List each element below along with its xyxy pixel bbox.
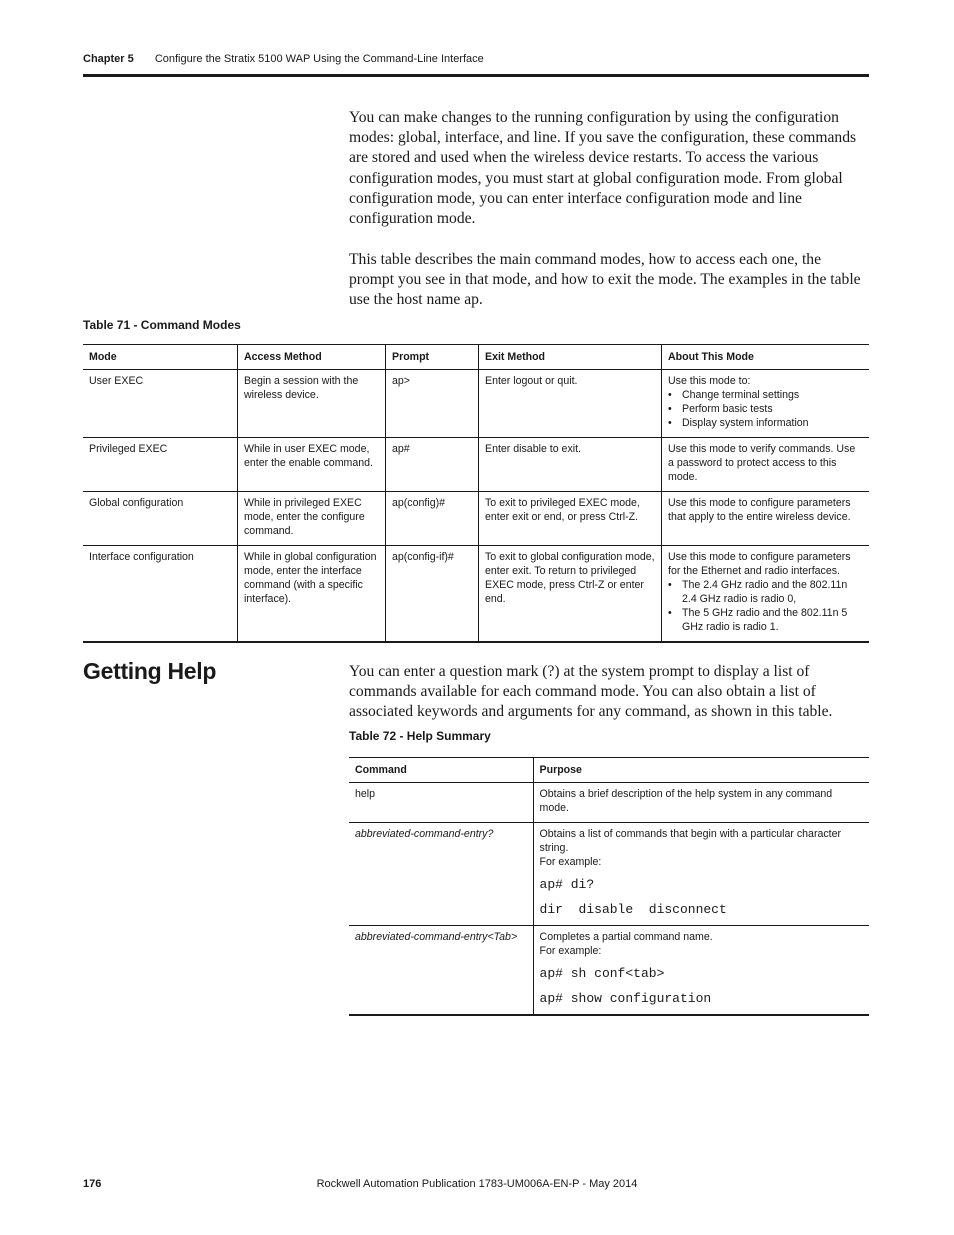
list-item: • Display system information (668, 416, 863, 430)
code-example: ap# di? (539, 877, 595, 892)
cell-about: Use this mode to verify commands. Use a password to protect access to this mode. (662, 438, 870, 492)
help-summary-table (349, 757, 869, 1016)
column-header-exit-method: Exit Method (479, 345, 662, 370)
about-bullet-list (668, 388, 863, 430)
cell-prompt: ap(config-if)# (386, 546, 479, 643)
intro-paragraph-1: You can make changes to the running configuration by using the configuration modes: global, interface, and line. If you save the configuration, these commands are stored and used when the wireless device restarts. To access the various configuration modes, you must start at global configuration mode. From global configuration mode, you can enter interface configuration mode and line configuration mode. (349, 109, 857, 228)
publication-info: Rockwell Automation Publication 1783-UM006A-EN-P - May 2014 (316, 1178, 638, 1190)
table-row (349, 823, 869, 926)
example-label: For example: (539, 856, 602, 868)
table-header-row (83, 345, 869, 370)
cell-command: abbreviated-command-entry? (349, 823, 533, 926)
cell-exit: Enter disable to exit. (479, 438, 662, 492)
cell-prompt: ap(config)# (386, 492, 479, 546)
table-row (349, 926, 869, 1016)
cell-access: While in global configuration mode, enter the interface command (with a specific interface). (238, 546, 386, 643)
cell-exit: To exit to privileged EXEC mode, enter exit or end, or press Ctrl-Z. (479, 492, 662, 546)
section-heading-getting-help: Getting Help (83, 658, 217, 684)
cell-exit: To exit to global configuration mode, enter exit. To return to privileged EXEC mode, press Ctrl-Z or enter end. (479, 546, 662, 643)
column-header-purpose: Purpose (533, 758, 869, 783)
cell-access: While in privileged EXEC mode, enter the configure command. (238, 492, 386, 546)
cell-prompt: ap> (386, 370, 479, 438)
list-item: • The 2.4 GHz radio and the 802.11n 2.4 GHz radio is radio 0, (668, 578, 863, 606)
column-header-prompt: Prompt (386, 345, 479, 370)
code-example: ap# show configuration (539, 991, 712, 1006)
about-bullet-list (668, 578, 863, 634)
table-row (349, 783, 869, 823)
about-text: Use this mode to: (668, 375, 751, 387)
cell-mode: Interface configuration (83, 546, 238, 643)
cell-mode: Privileged EXEC (83, 438, 238, 492)
cell-access: Begin a session with the wireless device. (238, 370, 386, 438)
page-number: 176 (83, 1178, 102, 1190)
list-item: • Perform basic tests (668, 402, 863, 416)
column-header-mode: Mode (83, 345, 238, 370)
command-modes-table (83, 344, 869, 643)
column-header-about: About This Mode (662, 345, 870, 370)
chapter-label: Chapter 5 (83, 53, 134, 65)
list-item: • The 5 GHz radio and the 802.11n 5 GHz radio is radio 1. (668, 606, 863, 634)
cell-mode: Global configuration (83, 492, 238, 546)
cell-about: Use this mode to configure parameters that apply to the entire wireless device. (662, 492, 870, 546)
header-rule (83, 74, 869, 77)
cell-purpose (533, 823, 869, 926)
table-row (83, 438, 869, 492)
column-header-command: Command (349, 758, 533, 783)
cell-mode: User EXEC (83, 370, 238, 438)
example-label: For example: (539, 945, 602, 957)
list-item: • Change terminal settings (668, 388, 863, 402)
code-example: ap# sh conf<tab> (539, 966, 665, 981)
cell-access: While in user EXEC mode, enter the enable command. (238, 438, 386, 492)
table-row (83, 546, 869, 643)
page-header (83, 53, 869, 65)
cell-command: abbreviated-command-entry<Tab> (349, 926, 533, 1016)
table-72-caption: Table 72 - Help Summary (349, 729, 491, 743)
cell-command: help (349, 783, 533, 823)
table-71-caption: Table 71 - Command Modes (83, 318, 241, 332)
cell-purpose (533, 926, 869, 1016)
code-example: dir disable disconnect (539, 902, 727, 917)
purpose-text: Obtains a list of commands that begin with a particular character string. (539, 828, 842, 854)
getting-help-paragraph: You can enter a question mark (?) at the system prompt to display a list of commands available for each command mode. You can also obtain a list of associated keywords and arguments for any command, as shown in this table. (349, 663, 833, 721)
cell-exit: Enter logout or quit. (479, 370, 662, 438)
cell-purpose: Obtains a brief description of the help system in any command mode. (533, 783, 869, 823)
chapter-title: Configure the Stratix 5100 WAP Using the Command-Line Interface (154, 53, 484, 65)
cell-about (662, 370, 870, 438)
intro-paragraph-2: This table describes the main command modes, how to access each one, the prompt you see in that mode, and how to exit the mode. The examples in the table use the host name ap. (349, 251, 861, 309)
purpose-text: Completes a partial command name. (539, 931, 713, 943)
table-row (83, 370, 869, 438)
about-text: Use this mode to configure parameters for the Ethernet and radio interfaces. (668, 551, 851, 577)
column-header-access-method: Access Method (238, 345, 386, 370)
cell-about (662, 546, 870, 643)
table-header-row (349, 758, 869, 783)
table-row (83, 492, 869, 546)
cell-prompt: ap# (386, 438, 479, 492)
